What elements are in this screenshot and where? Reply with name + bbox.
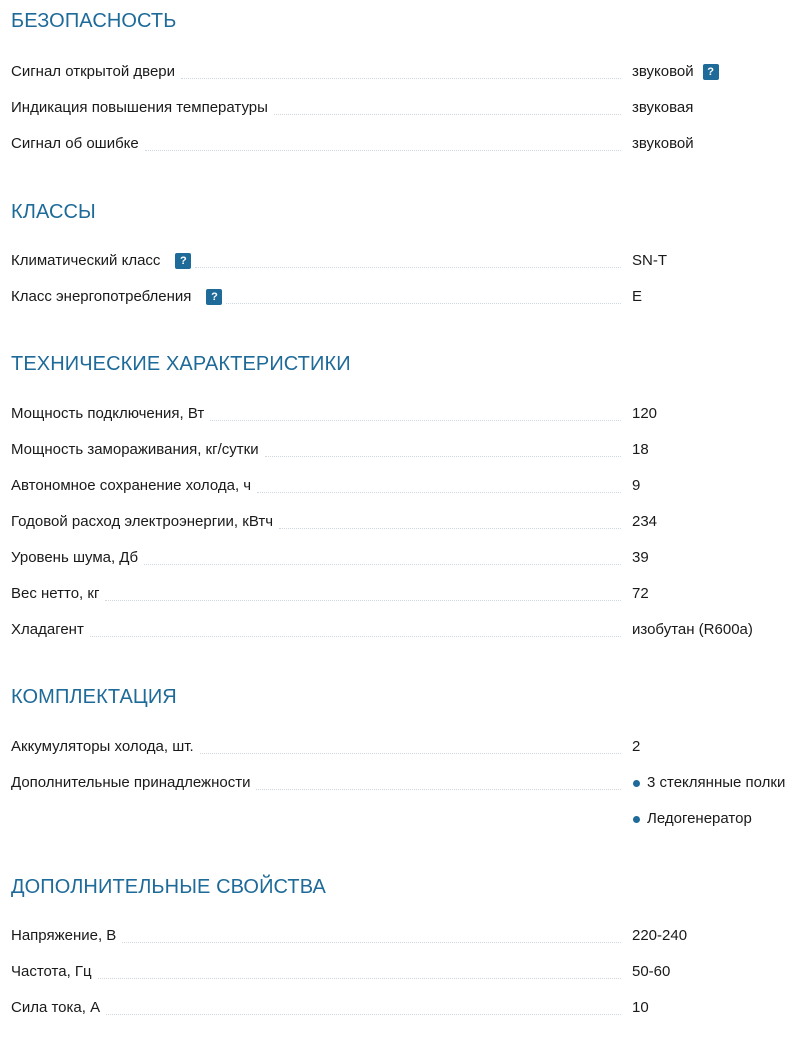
spec-row xyxy=(11,998,802,1018)
spec-row xyxy=(11,440,802,460)
dotted-leader xyxy=(200,753,621,754)
spec-label: Вес нетто, кг xyxy=(11,584,105,604)
spec-value: 10 xyxy=(632,999,649,1016)
spec-label: Сила тока, А xyxy=(11,998,106,1018)
dotted-leader xyxy=(265,456,621,457)
spec-label: Хладагент xyxy=(11,620,90,640)
spec-row xyxy=(11,62,802,82)
spec-row xyxy=(11,512,802,532)
spec-value: 2 xyxy=(632,738,641,755)
dotted-leader xyxy=(256,789,621,790)
spec-value: E xyxy=(632,288,643,305)
section-title-technical: ТЕХНИЧЕСКИЕ ХАРАКТЕРИСТИКИ xyxy=(11,353,351,375)
spec-label: Индикация повышения температуры xyxy=(11,98,274,118)
spec-value: изобутан (R600a) xyxy=(632,621,753,638)
section-title-equipment: КОМПЛЕКТАЦИЯ xyxy=(11,686,177,708)
spec-row xyxy=(11,98,802,118)
spec-value-list-item: 3 стеклянные полки xyxy=(647,774,786,791)
spec-value: 220-240 xyxy=(632,927,688,944)
dotted-leader xyxy=(279,528,621,529)
spec-row xyxy=(11,548,802,568)
section-title-extra: ДОПОЛНИТЕЛЬНЫЕ СВОЙСТВА xyxy=(11,876,326,898)
dotted-leader xyxy=(274,114,621,115)
dotted-leader xyxy=(226,303,621,304)
spec-value: 39 xyxy=(632,549,649,566)
help-icon[interactable]: ? xyxy=(703,64,719,80)
dotted-leader xyxy=(90,636,621,637)
spec-label: Дополнительные принадлежности xyxy=(11,773,256,793)
spec-value: 9 xyxy=(632,477,641,494)
dotted-leader xyxy=(210,420,621,421)
spec-row xyxy=(11,251,802,271)
spec-label: Автономное сохранение холода, ч xyxy=(11,476,257,496)
dotted-leader xyxy=(122,942,621,943)
spec-value: SN-T xyxy=(632,252,667,269)
spec-value: звуковой xyxy=(632,135,694,152)
spec-value: звуковой xyxy=(632,63,694,80)
spec-value: 234 xyxy=(632,513,658,530)
dotted-leader xyxy=(105,600,621,601)
section-title-classes: КЛАССЫ xyxy=(11,201,96,223)
dotted-leader xyxy=(106,1014,621,1015)
bullet-icon xyxy=(633,780,640,787)
spec-label: Частота, Гц xyxy=(11,962,98,982)
dotted-leader xyxy=(181,78,621,79)
spec-value: 18 xyxy=(632,441,649,458)
spec-value: звуковая xyxy=(632,99,694,116)
spec-row xyxy=(11,962,802,982)
spec-label: Мощность подключения, Вт xyxy=(11,404,210,424)
spec-row xyxy=(11,620,802,640)
dotted-leader xyxy=(144,564,621,565)
dotted-leader xyxy=(257,492,621,493)
spec-label: Сигнал об ошибке xyxy=(11,134,145,154)
spec-label: Класс энергопотребления xyxy=(11,287,197,307)
spec-row xyxy=(11,737,802,757)
spec-value-list-item: Ледогенератор xyxy=(647,810,752,827)
spec-row-continuation xyxy=(11,809,802,829)
spec-value: 50-60 xyxy=(632,963,671,980)
spec-row xyxy=(11,476,802,496)
bullet-icon xyxy=(633,816,640,823)
spec-row xyxy=(11,404,802,424)
spec-label: Напряжение, В xyxy=(11,926,122,946)
spec-label: Сигнал открытой двери xyxy=(11,62,181,82)
spec-row xyxy=(11,134,802,154)
dotted-leader xyxy=(195,267,621,268)
section-title-security: БЕЗОПАСНОСТЬ xyxy=(11,10,177,32)
spec-row xyxy=(11,773,802,793)
spec-value: 120 xyxy=(632,405,658,422)
spec-row xyxy=(11,584,802,604)
dotted-leader xyxy=(98,978,621,979)
spec-label: Аккумуляторы холода, шт. xyxy=(11,737,200,757)
dotted-leader xyxy=(145,150,621,151)
spec-label: Мощность замораживания, кг/сутки xyxy=(11,440,265,460)
help-icon[interactable]: ? xyxy=(175,253,191,269)
spec-label: Климатический класс xyxy=(11,251,166,271)
spec-row xyxy=(11,287,802,307)
spec-value: 72 xyxy=(632,585,649,602)
spec-row xyxy=(11,926,802,946)
spec-label: Уровень шума, Дб xyxy=(11,548,144,568)
help-icon[interactable]: ? xyxy=(206,289,222,305)
spec-label: Годовой расход электроэнергии, кВтч xyxy=(11,512,279,532)
